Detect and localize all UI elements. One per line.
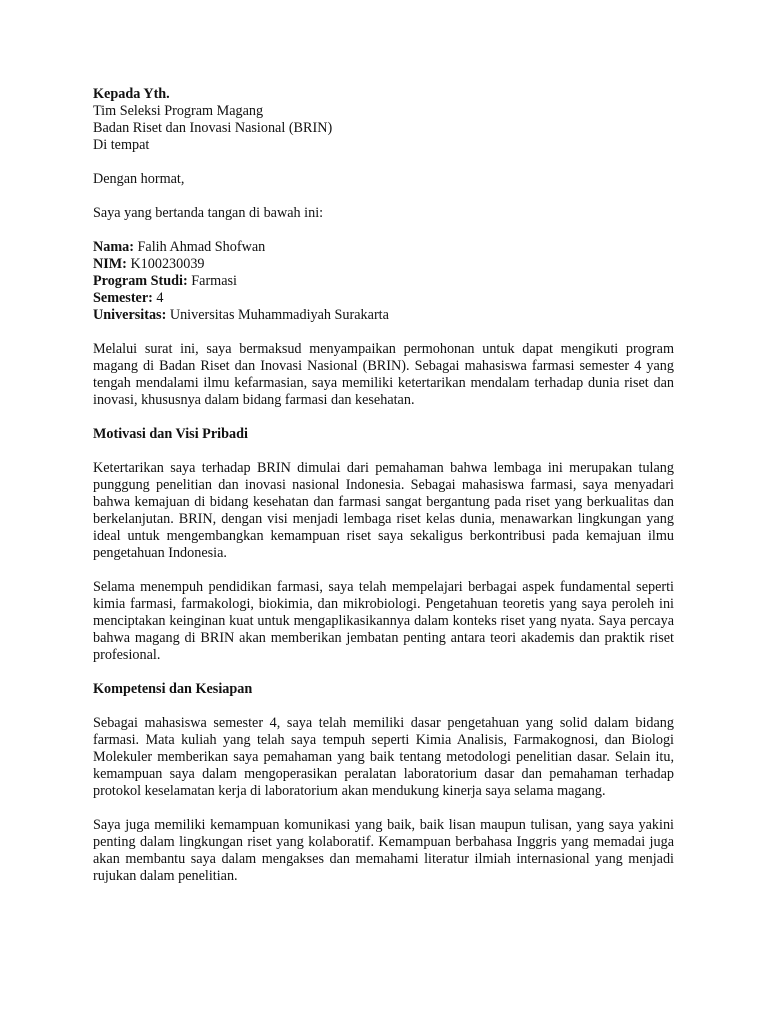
recipient-salutation: Kepada Yth. xyxy=(93,86,170,102)
spacer xyxy=(93,800,674,817)
body-paragraph-4: Sebagai mahasiswa semester 4, saya telah memiliki dasar pengetahuan yang solid dalam bidang farmasi. Mata kuliah yang telah saya tempuh seperti Kimia Analisis, Farmakognosi, dan Biologi Molekuler memberikan saya pemahaman yang baik tentang metodologi penelitian dasar. Selain itu, kemampuan saya dalam mengoperasikan peralatan laboratorium dasar dan pemahaman terhadap protokol keselamatan kerja di laboratorium akan mendukung kinerja saya selama magang. xyxy=(93,715,674,799)
section-heading-motivation: Motivasi dan Visi Pribadi xyxy=(93,426,248,442)
name-value: Falih Ahmad Shofwan xyxy=(133,239,266,255)
greeting: Dengan hormat, xyxy=(93,171,185,187)
body-paragraph-1: Melalui surat ini, saya bermaksud menyampaikan permohonan untuk dapat mengikuti program magang di Badan Riset dan Inovasi Nasional (BRIN). Sebagai mahasiswa farmasi semester 4 yang tengah mendalami ilmu kefarmasian, saya memiliki ketertarikan mendalam terhadap dunia riset dan inovasi, khususnya dalam bidang farmasi dan kesehatan. xyxy=(93,341,674,408)
letter-page xyxy=(93,86,674,885)
spacer xyxy=(93,443,674,460)
recipient-line-1: Tim Seleksi Program Magang xyxy=(93,103,264,119)
recipient-line-2: Badan Riset dan Inovasi Nasional (BRIN) xyxy=(93,120,333,136)
nim-label: NIM: xyxy=(93,256,127,272)
spacer xyxy=(93,698,674,715)
semester-value: 4 xyxy=(152,290,164,306)
intro-line: Saya yang bertanda tangan di bawah ini: xyxy=(93,205,324,221)
identity-semester xyxy=(93,290,674,307)
spacer xyxy=(93,188,674,205)
spacer xyxy=(93,154,674,171)
identity-university xyxy=(93,307,674,324)
university-label: Universitas: xyxy=(93,307,167,323)
section-heading-competence: Kompetensi dan Kesiapan xyxy=(93,681,253,697)
identity-nim xyxy=(93,256,674,273)
nim-value: K100230039 xyxy=(126,256,205,272)
university-value: Universitas Muhammadiyah Surakarta xyxy=(166,307,389,323)
program-label: Program Studi: xyxy=(93,273,188,289)
body-paragraph-3: Selama menempuh pendidikan farmasi, saya telah mempelajari berbagai aspek fundamental seperti kimia farmasi, farmakologi, biokimia, dan mikrobiologi. Pengetahuan teoretis yang saya peroleh ini menciptakan keinginan kuat untuk mengaplikasikannya dalam konteks riset yang nyata. Saya percaya bahwa magang di BRIN akan memberikan jembatan penting antara teori akademis dan praktik riset profesional. xyxy=(93,579,674,663)
spacer xyxy=(93,222,674,239)
identity-program xyxy=(93,273,674,290)
spacer xyxy=(93,409,674,426)
spacer xyxy=(93,664,674,681)
identity-name xyxy=(93,239,674,256)
program-value: Farmasi xyxy=(187,273,237,289)
body-paragraph-2: Ketertarikan saya terhadap BRIN dimulai dari pemahaman bahwa lembaga ini merupakan tulang punggung penelitian dan inovasi nasional Indonesia. Sebagai mahasiswa farmasi, saya menyadari bahwa kemajuan di bidang kesehatan dan farmasi sangat bergantung pada riset yang berkualitas dan berkelanjutan. BRIN, dengan visi menjadi lembaga riset kelas dunia, menawarkan lingkungan yang ideal untuk mengembangkan kemampuan riset saya sekaligus berkontribusi pada kemajuan ilmu pengetahuan Indonesia. xyxy=(93,460,674,561)
semester-label: Semester: xyxy=(93,290,153,306)
body-paragraph-5: Saya juga memiliki kemampuan komunikasi yang baik, baik lisan maupun tulisan, yang saya yakini penting dalam lingkungan riset yang kolaboratif. Kemampuan berbahasa Inggris yang memadai juga akan membantu saya dalam mengakses dan memahami literatur ilmiah internasional yang menjadi rujukan dalam penelitian. xyxy=(93,817,674,884)
recipient-line-3: Di tempat xyxy=(93,137,150,153)
name-label: Nama: xyxy=(93,239,134,255)
spacer xyxy=(93,562,674,579)
spacer xyxy=(93,324,674,341)
